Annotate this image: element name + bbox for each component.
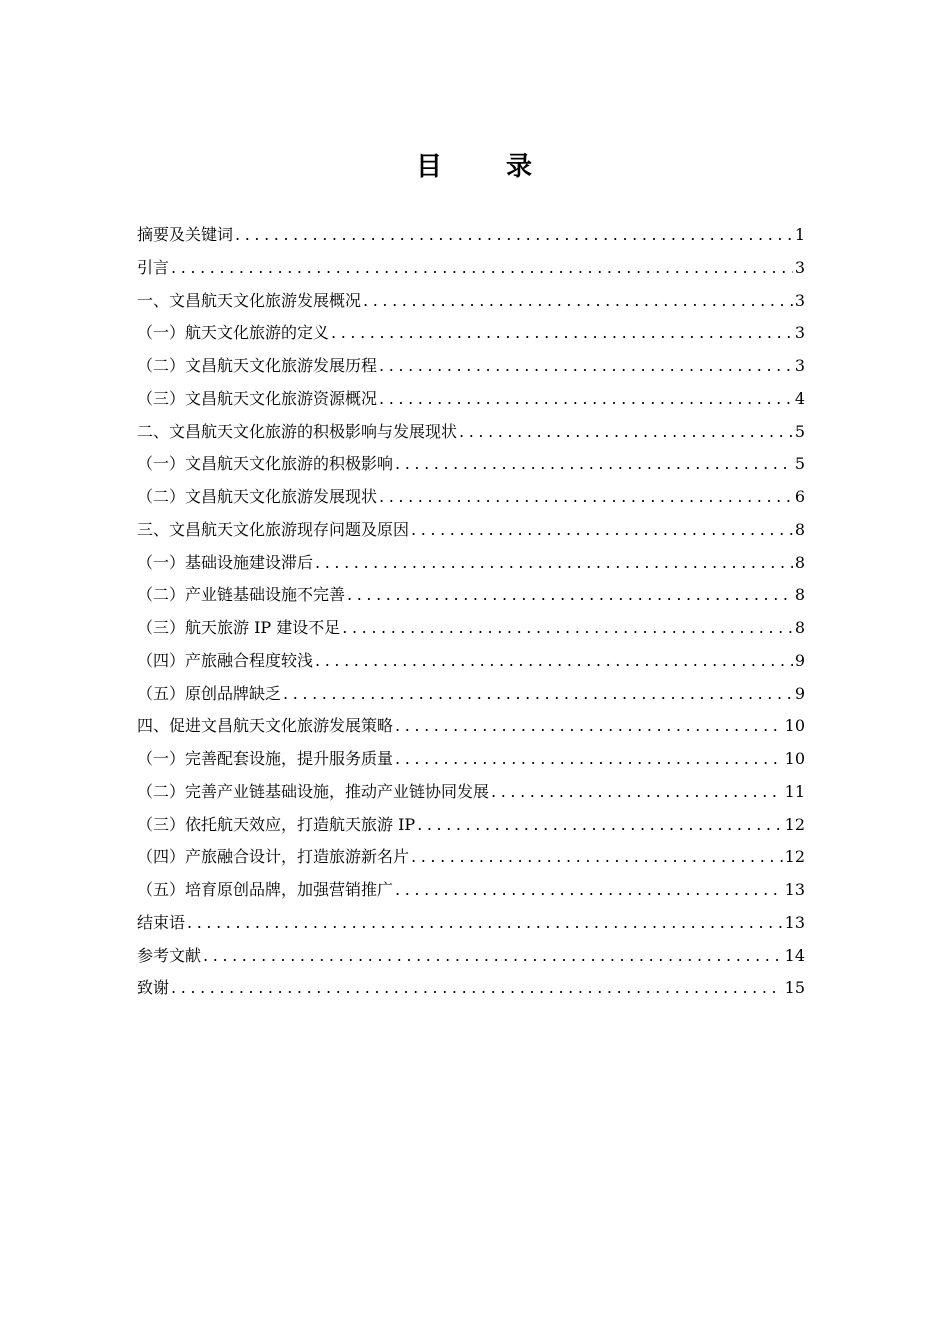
toc-entry-label: 引言	[137, 257, 170, 277]
toc-entry[interactable]	[137, 645, 805, 678]
toc-entry-page: 8	[794, 618, 805, 637]
toc-entry-label: 四、促进文昌航天文化旅游发展策略	[137, 716, 394, 736]
toc-entry[interactable]	[137, 481, 805, 514]
leader-dots	[379, 383, 793, 416]
toc-entry[interactable]	[137, 678, 805, 711]
leader-dots	[417, 809, 782, 842]
toc-entry-page: 4	[794, 388, 805, 408]
toc-entry-page: 13	[784, 880, 805, 899]
toc-entry-label: （二）产业链基础设施不完善	[137, 585, 346, 605]
leader-dots	[379, 481, 793, 514]
toc-entry-label: （一）航天文化旅游的定义	[137, 323, 330, 343]
toc-entry-page: 9	[794, 683, 805, 703]
leader-dots	[235, 219, 793, 252]
toc-entry[interactable]	[137, 710, 805, 743]
leader-dots	[395, 874, 783, 907]
toc-entry-page: 5	[794, 421, 805, 441]
toc-entry[interactable]	[137, 285, 805, 318]
toc-entry-page: 10	[784, 716, 805, 736]
toc-entry[interactable]	[137, 612, 805, 645]
leader-dots	[411, 514, 793, 547]
toc-entry[interactable]	[137, 743, 805, 776]
toc-entry-page: 1	[794, 225, 805, 244]
toc-entry-page: 8	[794, 585, 805, 605]
toc-entry[interactable]	[137, 219, 805, 252]
table-of-contents	[137, 219, 805, 1005]
toc-entry-page: 14	[784, 945, 805, 965]
toc-entry[interactable]	[137, 350, 805, 383]
toc-entry-label: 结束语	[137, 912, 186, 932]
leader-dots	[491, 776, 783, 809]
toc-entry-label: （五）原创品牌缺乏	[137, 683, 282, 703]
leader-dots	[187, 907, 783, 940]
toc-entry[interactable]	[137, 547, 805, 580]
toc-entry-label: 一、文昌航天文化旅游发展概况	[137, 290, 362, 310]
toc-entry[interactable]	[137, 841, 805, 874]
toc-entry-page: 13	[784, 912, 805, 932]
toc-entry[interactable]	[137, 907, 805, 940]
toc-entry[interactable]	[137, 809, 805, 842]
toc-entry-label: 参考文献	[137, 945, 202, 965]
toc-entry-label: （四）产旅融合设计，打造旅游新名片	[137, 847, 410, 867]
toc-entry-label: （二）完善产业链基础设施，推动产业链协同发展	[137, 781, 490, 801]
toc-entry-label: （四）产旅融合程度较浅	[137, 650, 314, 670]
toc-entry-page: 3	[794, 290, 805, 310]
leader-dots	[379, 350, 793, 383]
leader-dots	[395, 710, 783, 743]
toc-entry[interactable]	[137, 940, 805, 973]
toc-entry-page: 5	[794, 454, 805, 474]
toc-entry-label: （一）基础设施建设滞后	[137, 552, 314, 572]
leader-dots	[203, 940, 783, 973]
toc-title	[0, 146, 950, 183]
toc-entry-label: 致谢	[137, 978, 170, 998]
toc-entry-label: （一）完善配套设施，提升服务质量	[137, 749, 394, 768]
toc-entry[interactable]	[137, 252, 805, 285]
toc-entry-label: （五）培育原创品牌，加强营销推广	[137, 880, 394, 899]
leader-dots	[411, 841, 783, 874]
toc-entry-label: （二）文昌航天文化旅游发展历程	[137, 356, 378, 375]
toc-entry[interactable]	[137, 579, 805, 612]
leader-dots	[171, 972, 783, 1005]
toc-entry-page: 12	[784, 814, 805, 834]
toc-entry-page: 8	[794, 552, 805, 572]
toc-entry[interactable]	[137, 514, 805, 547]
toc-entry-page: 12	[784, 847, 805, 867]
toc-entry[interactable]	[137, 416, 805, 449]
leader-dots	[395, 743, 783, 776]
toc-entry-page: 9	[794, 650, 805, 670]
toc-entry-label: （三）航天旅游 IP 建设不足	[137, 618, 341, 637]
toc-entry-page: 8	[794, 519, 805, 539]
toc-entry-page: 3	[794, 356, 805, 375]
toc-entry-label: 摘要及关键词	[137, 225, 234, 244]
leader-dots	[459, 416, 793, 449]
toc-entry-page: 10	[784, 749, 805, 768]
toc-entry-page: 3	[794, 257, 805, 277]
toc-entry-label: （三）依托航天效应，打造航天旅游 IP	[137, 814, 416, 834]
toc-entry[interactable]	[137, 972, 805, 1005]
leader-dots	[347, 579, 793, 612]
toc-entry[interactable]	[137, 317, 805, 350]
toc-title-char-2: 录	[506, 152, 535, 182]
leader-dots	[331, 317, 793, 350]
toc-entry[interactable]	[137, 383, 805, 416]
toc-entry-page: 11	[784, 781, 805, 801]
toc-entry-label: （二）文昌航天文化旅游发展现状	[137, 487, 378, 506]
toc-entry-label: 二、文昌航天文化旅游的积极影响与发展现状	[137, 421, 458, 441]
leader-dots	[315, 547, 793, 580]
leader-dots	[283, 678, 793, 711]
toc-entry[interactable]	[137, 776, 805, 809]
toc-entry-page: 3	[794, 323, 805, 343]
toc-entry-page: 6	[794, 487, 805, 506]
toc-entry[interactable]	[137, 874, 805, 907]
toc-entry-label: 三、文昌航天文化旅游现存问题及原因	[137, 519, 410, 539]
toc-entry-label: （一）文昌航天文化旅游的积极影响	[137, 454, 394, 474]
toc-title-char-1: 目	[415, 152, 444, 182]
leader-dots	[315, 645, 793, 678]
leader-dots	[171, 252, 793, 285]
toc-entry[interactable]	[137, 448, 805, 481]
leader-dots	[395, 448, 793, 481]
leader-dots	[363, 285, 793, 318]
leader-dots	[342, 612, 793, 645]
toc-entry-label: （三）文昌航天文化旅游资源概况	[137, 388, 378, 408]
toc-entry-page: 15	[784, 978, 805, 998]
